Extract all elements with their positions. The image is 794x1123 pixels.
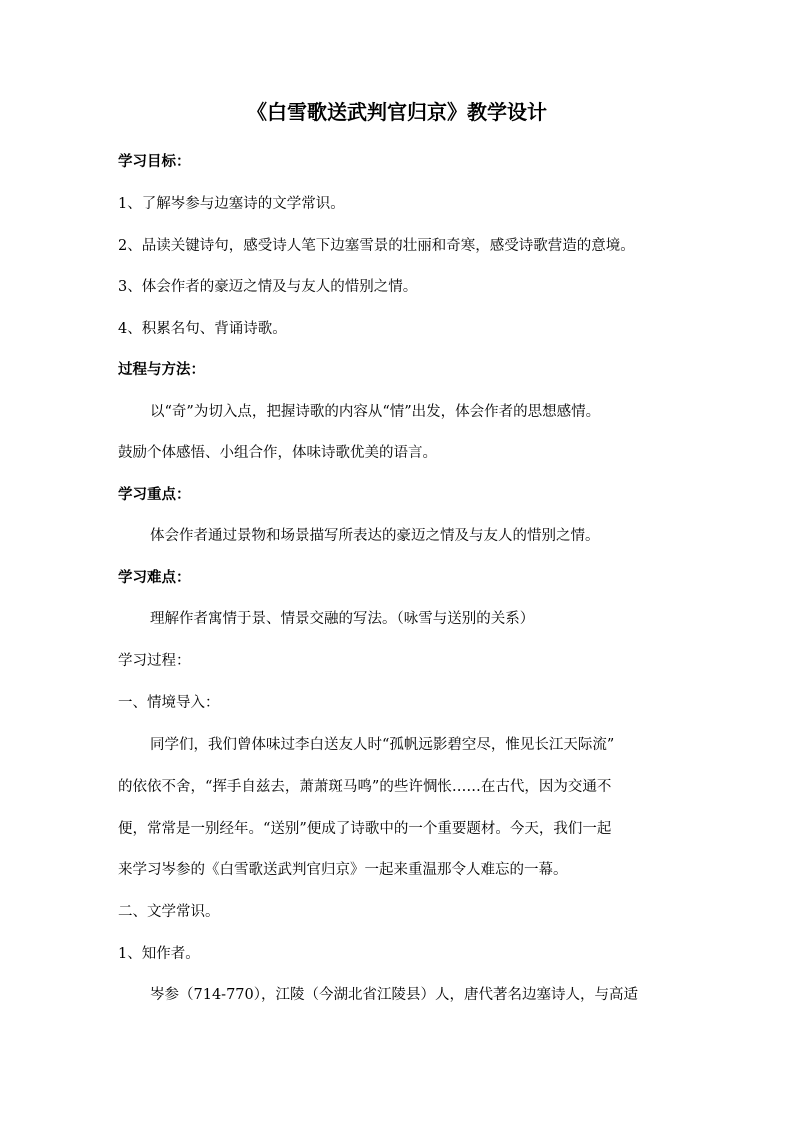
method-paragraph-line: 以“奇”为切入点，把握诗歌的内容从“情”出发，体会作者的思想感情。 — [150, 404, 601, 420]
section2-heading: 二、文学常识。 — [118, 904, 220, 920]
section1-paragraph-line: 来学习岑参的《白雪歌送武判官归京》一起来重温那令人难忘的一幕。 — [118, 862, 568, 878]
key-text: 体会作者通过景物和场景描写所表达的豪迈之情及与友人的惜别之情。 — [150, 528, 600, 544]
goal-item: 4、积累名句、背诵诗歌。 — [118, 321, 287, 337]
section1-paragraph-line: 同学们，我们曾体味过李白送友人时“孤帆远影碧空尽，惟见长江天际流” — [150, 737, 615, 753]
subsection-heading: 1、知作者。 — [118, 946, 200, 962]
goal-item: 1、了解岑参与边塞诗的文学常识。 — [118, 196, 345, 212]
goal-item: 2、品读关键诗句，感受诗人笔下边塞雪景的壮丽和奇寒，感受诗歌营造的意境。 — [118, 238, 635, 254]
goal-item: 3、体会作者的豪迈之情及与友人的惜别之情。 — [118, 279, 418, 295]
method-paragraph-line: 鼓励个体感悟、小组合作，体味诗歌优美的语言。 — [118, 445, 437, 461]
document-title: 《白雪歌送武判官归京》教学设计 — [247, 100, 547, 124]
section1-paragraph-line: 便，常常是一别经年。“送别”便成了诗歌中的一个重要题材。今天，我们一起 — [118, 821, 612, 837]
key-heading: 学习重点： — [118, 486, 191, 503]
author-paragraph-line: 岑参（714-770），江陵（今湖北省江陵县）人，唐代著名边塞诗人，与高适 — [150, 987, 638, 1003]
difficulty-heading: 学习难点： — [118, 569, 191, 586]
method-heading: 过程与方法： — [118, 361, 205, 378]
difficulty-text: 理解作者寓情于景、情景交融的写法。（咏雪与送别的关系） — [150, 611, 535, 627]
goals-heading: 学习目标： — [118, 153, 191, 170]
section1-paragraph-line: 的依依不舍，“挥手自兹去，萧萧斑马鸣”的些许惆怅……在古代，因为交通不 — [118, 779, 612, 795]
section1-heading: 一、情境导入： — [118, 695, 220, 711]
process-heading: 学习过程： — [118, 653, 191, 669]
